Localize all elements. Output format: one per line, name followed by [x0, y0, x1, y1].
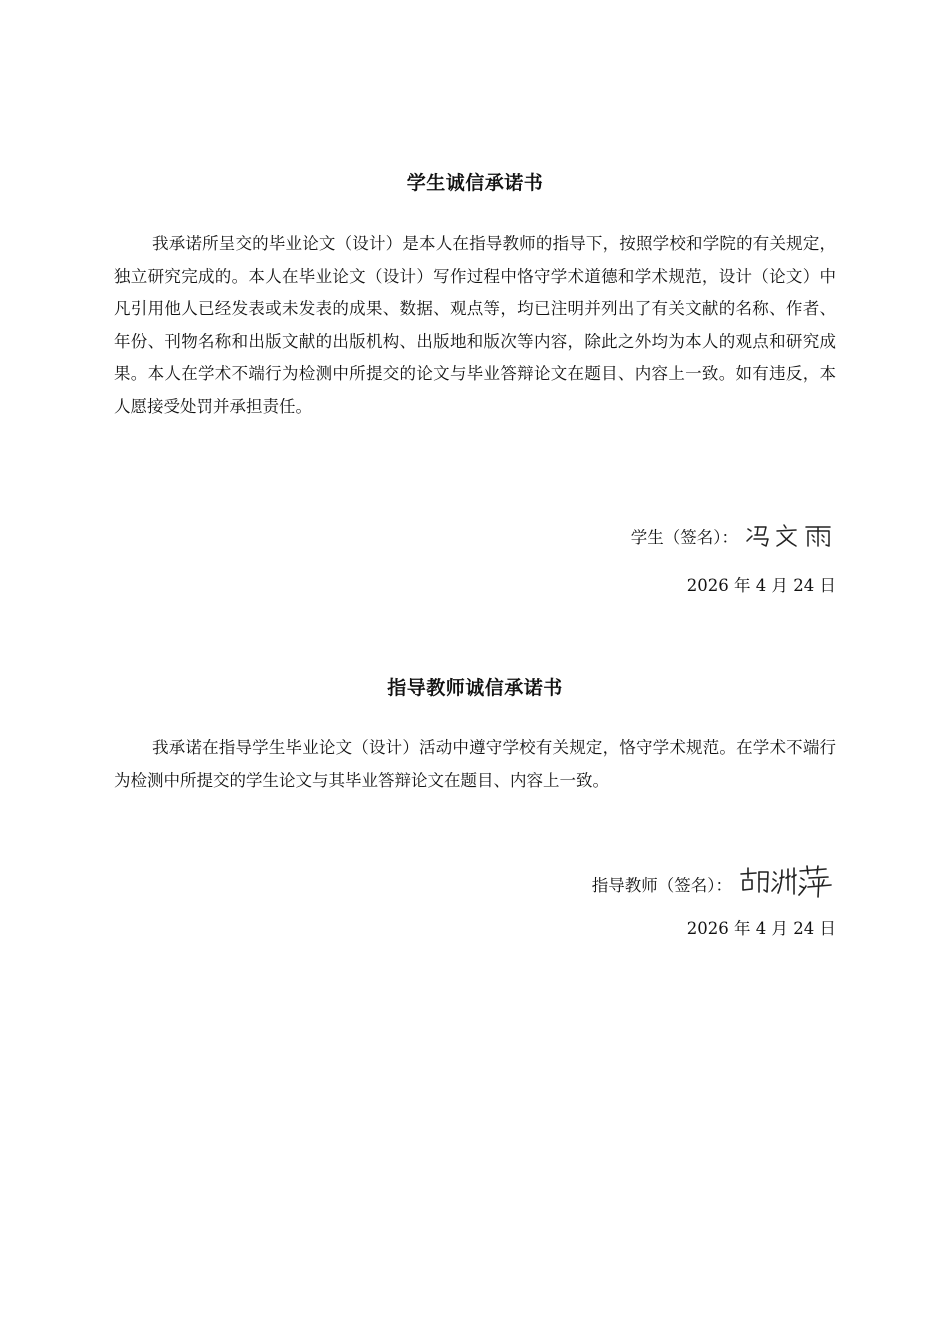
teacher-date-day-unit: 日 [819, 919, 836, 938]
student-sign-label: 学生（签名）： [630, 528, 738, 547]
student-date [687, 572, 836, 596]
student-date-day-unit: 日 [819, 576, 836, 595]
teacher-date-year: 2026 [686, 919, 729, 938]
student-pledge-paragraph: 我承诺所呈交的毕业论文（设计）是本人在指导教师的指导下，按照学校和学院的有关规定，独立研究完成的。本人在毕业论文（设计）写作过程中恪守学术道德和学术规范，设计（论文）中凡引用他人已经发表或未发表的成果、数据、观点等，均已注明并列出了有关文献的名称、作者、年份、刊物名称和出版文献的出版机构、出版地和版次等内容，除此之外均为本人的观点和研究成果。本人在学术不端行为检测中所提交的论文与毕业答辩论文在题目、内容上一致。如有违反，本人愿接受处罚并承担责任。 [114, 234, 836, 416]
teacher-date-month: 4 [755, 919, 767, 938]
student-date-year-unit: 年 [734, 576, 751, 595]
student-signature-row [631, 522, 836, 550]
teacher-handwritten-signature [738, 864, 836, 898]
teacher-date-month-unit: 月 [771, 919, 788, 938]
student-date-month-unit: 月 [771, 576, 788, 595]
teacher-date [687, 915, 836, 939]
teacher-sign-label: 指导教师（签名）： [591, 876, 732, 895]
teacher-date-day: 24 [793, 919, 815, 938]
teacher-pledge-paragraph: 我承诺在指导学生毕业论文（设计）活动中遵守学校有关规定，恪守学术规范。在学术不端行为检测中所提交的学生论文与其毕业答辩论文在题目、内容上一致。 [114, 738, 836, 790]
student-pledge-title: 学生诚信承诺书 [406, 172, 544, 194]
student-handwritten-signature [744, 522, 836, 550]
student-date-year: 2026 [686, 576, 729, 595]
teacher-signature-row [592, 864, 836, 898]
teacher-date-year-unit: 年 [734, 919, 751, 938]
student-date-day: 24 [793, 576, 815, 595]
teacher-pledge-title: 指导教师诚信承诺书 [387, 677, 563, 699]
student-date-month: 4 [755, 576, 767, 595]
